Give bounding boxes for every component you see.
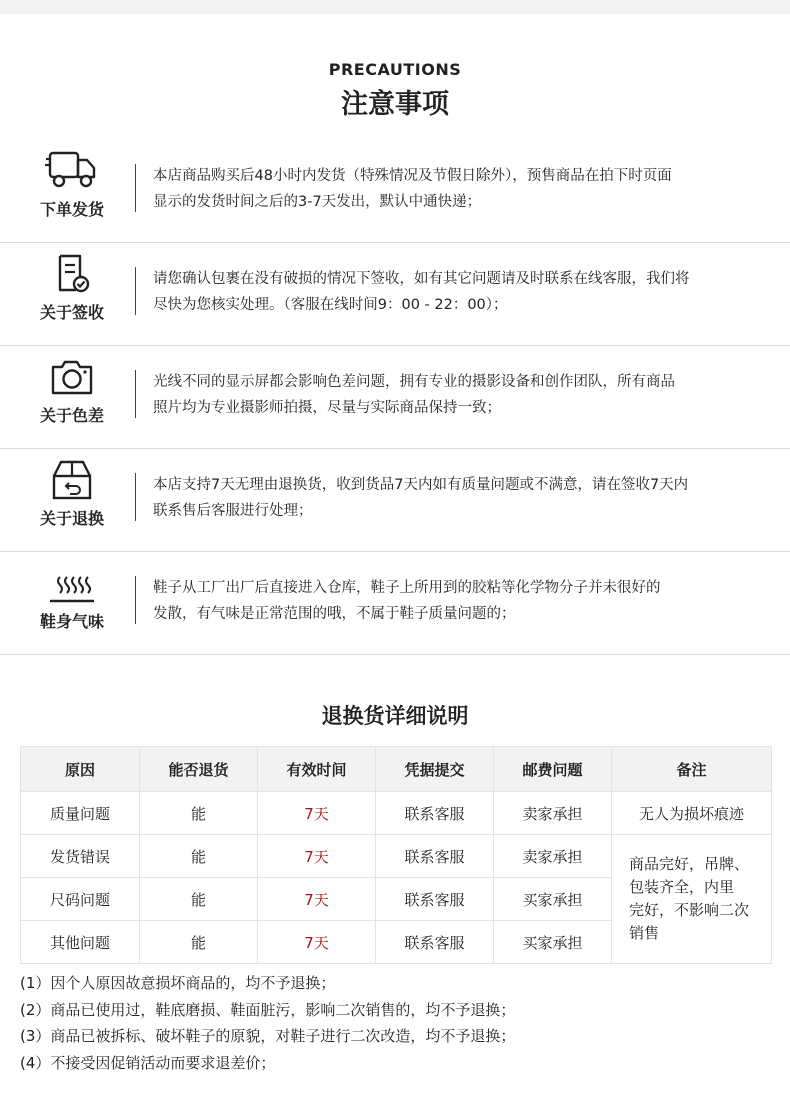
col-header: 能否退货 <box>140 747 258 792</box>
cell-returnable: 能 <box>140 792 258 835</box>
returns-title: 退换货详细说明 <box>321 704 469 728</box>
camera-icon <box>42 357 102 401</box>
cell-period: 7天 <box>258 792 376 835</box>
col-header: 凭据提交 <box>376 747 494 792</box>
precaution-label: 鞋身气味 <box>39 612 104 631</box>
cell-note-merged: 商品完好，吊牌、 包装齐全，内里 完好，不影响二次 销售 <box>612 835 772 964</box>
cell-returnable: 能 <box>140 878 258 921</box>
precaution-text: 本店商品购买后48小时内发货（特殊情况及节假日除外），预售商品在拍下时页面 显示的发货时间之后的3-7天发出，默认中通快递； <box>153 168 672 210</box>
col-header: 邮费问题 <box>494 747 612 792</box>
precaution-signing <box>0 242 790 346</box>
cell-note: 无人为损坏痕迹 <box>612 792 772 835</box>
precaution-color <box>0 345 790 449</box>
divider <box>135 370 136 418</box>
cell-period: 7天 <box>258 921 376 964</box>
precaution-text: 本店支持7天无理由退换货，收到货品7天内如有质量问题或不满意，请在签收7天内 联系售后客服进行处理； <box>153 477 689 519</box>
cell-proof: 联系客服 <box>376 792 494 835</box>
cell-returnable: 能 <box>140 921 258 964</box>
cell-proof: 联系客服 <box>376 921 494 964</box>
precaution-shipping <box>0 139 790 243</box>
cell-period: 7天 <box>258 878 376 921</box>
cell-period: 7天 <box>258 835 376 878</box>
divider <box>135 473 136 521</box>
return-box-icon <box>42 460 102 504</box>
cell-reason: 其他问题 <box>21 921 140 964</box>
precaution-text: 请您确认包裹在没有破损的情况下签收，如有其它问题请及时联系在线客服，我们将 尽快为您核实处理。（客服在线时间9：00 - 22：00）； <box>153 271 690 313</box>
rule-item: (3）商品已被拆标、破坏鞋子的原貌，对鞋子进行二次改造，均不予退换； <box>20 1027 516 1045</box>
cell-postage: 卖家承担 <box>494 792 612 835</box>
receipt-check-icon <box>42 254 102 298</box>
precaution-label: 关于签收 <box>39 303 104 322</box>
cell-returnable: 能 <box>140 835 258 878</box>
cell-reason: 发货错误 <box>21 835 140 878</box>
divider <box>135 164 136 212</box>
cell-postage: 卖家承担 <box>494 835 612 878</box>
cell-proof: 联系客服 <box>376 878 494 921</box>
precaution-text: 鞋子从工厂出厂后直接进入仓库，鞋子上所用到的胶粘等化学物分子并未很好的 发散，有气味是正常范围的哦，不属于鞋子质量问题的； <box>153 580 661 622</box>
section-title-cn: 注意事项 <box>341 89 449 120</box>
cell-proof: 联系客服 <box>376 835 494 878</box>
top-strip <box>0 0 790 14</box>
precaution-label: 下单发货 <box>39 200 104 219</box>
col-header: 原因 <box>21 747 140 792</box>
divider <box>135 267 136 315</box>
col-header: 有效时间 <box>258 747 376 792</box>
rule-item: (4）不接受因促销活动而要求退差价； <box>20 1053 276 1072</box>
cell-postage: 买家承担 <box>494 921 612 964</box>
odor-waves-icon <box>42 563 102 607</box>
rule-item: (1）因个人原因故意损坏商品的，均不予退换； <box>20 974 336 992</box>
table-row <box>21 835 772 878</box>
truck-icon <box>42 151 102 195</box>
table-header-row <box>21 747 772 792</box>
cell-reason: 质量问题 <box>21 792 140 835</box>
divider <box>135 576 136 624</box>
col-header: 备注 <box>612 747 772 792</box>
returns-table <box>20 746 772 964</box>
precaution-text: 光线不同的显示屏都会影响色差问题，拥有专业的摄影设备和创作团队，所有商品 照片均为专业摄影师拍摄，尽量与实际商品保持一致； <box>153 374 675 416</box>
precaution-label: 关于色差 <box>39 406 104 425</box>
precaution-label: 关于退换 <box>39 509 104 528</box>
section-title-en: PRECAUTIONS <box>328 60 462 79</box>
table-row <box>21 792 772 835</box>
cell-reason: 尺码问题 <box>21 878 140 921</box>
return-rules <box>20 970 780 1076</box>
cell-postage: 买家承担 <box>494 878 612 921</box>
rule-item: (2）商品已使用过，鞋底磨损、鞋面脏污，影响二次销售的，均不予退换； <box>20 1000 516 1019</box>
precaution-odor <box>0 551 790 655</box>
precaution-returns <box>0 448 790 552</box>
